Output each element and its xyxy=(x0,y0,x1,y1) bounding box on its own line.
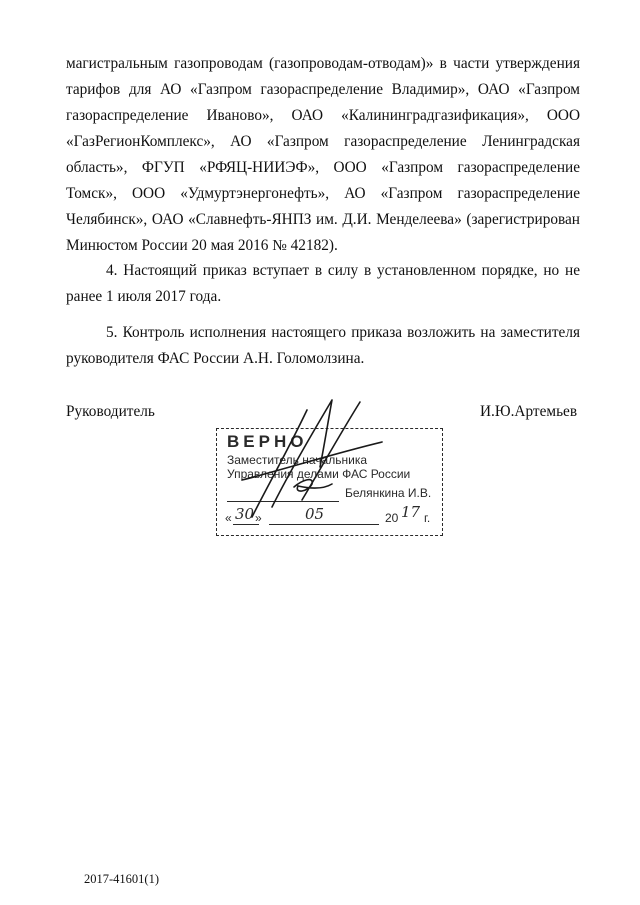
stamp-date-quote-open: « xyxy=(225,511,232,525)
document-code: 2017-41601(1) xyxy=(84,872,159,886)
stamp-date-quote-close: » xyxy=(255,511,262,525)
paragraph-control: 5. Контроль исполнения настоящего приказа возложить на заместителя руководителя ФАС России А.Н. Голомолзина. xyxy=(66,324,580,367)
stamp-signature-rule xyxy=(227,501,339,502)
paragraph-effective-date: 4. Настоящий приказ вступает в силу в установленном порядке, но не ранее 1 июля 2017 года. xyxy=(66,262,580,305)
stamp-date-month: 05 xyxy=(305,505,325,523)
stamp-date-year-prefix: 20 xyxy=(385,511,399,525)
stamp-date-month-rule xyxy=(269,524,379,525)
stamp-position-line1: Заместитель начальника xyxy=(227,453,368,467)
signatory-title: Руководитель xyxy=(66,403,155,420)
stamp-position-line2: Управления делами ФАС России xyxy=(227,467,411,481)
paragraph-tariffs: магистральным газопроводам (газопроводам-отводам)» в части утверждения тарифов для АО «Газпром газораспределение Владимир», ОАО «Газпром газораспределение Иваново», ОАО «Калининградгазификация», ООО «ГазРегионКомплекс», АО «Газпром газораспределение Ленинградская область», ФГУП «РФЯЦ-НИИЭФ», ООО «Газпром газораспределение Томск», ООО «Удмуртэнергонефть», АО «Газпром газораспределение Челябинск», ОАО «Славнефть-ЯНПЗ им. Д.И. Менделеева» (зарегистрирован Минюстом России 20 мая 2016 № 42182). xyxy=(66,55,580,254)
stamp-word: ВЕРНО xyxy=(227,432,308,451)
stamp-official-name: Белянкина И.В. xyxy=(345,486,432,500)
stamp-date-g: г. xyxy=(424,511,431,525)
stamp-date-day-rule xyxy=(233,524,259,525)
certification-stamp xyxy=(216,428,443,536)
signatory-name: И.Ю.Артемьев xyxy=(480,403,578,420)
stamp-date-day: 30 xyxy=(235,505,255,523)
stamp-date-year-suffix: 17 xyxy=(401,503,421,521)
